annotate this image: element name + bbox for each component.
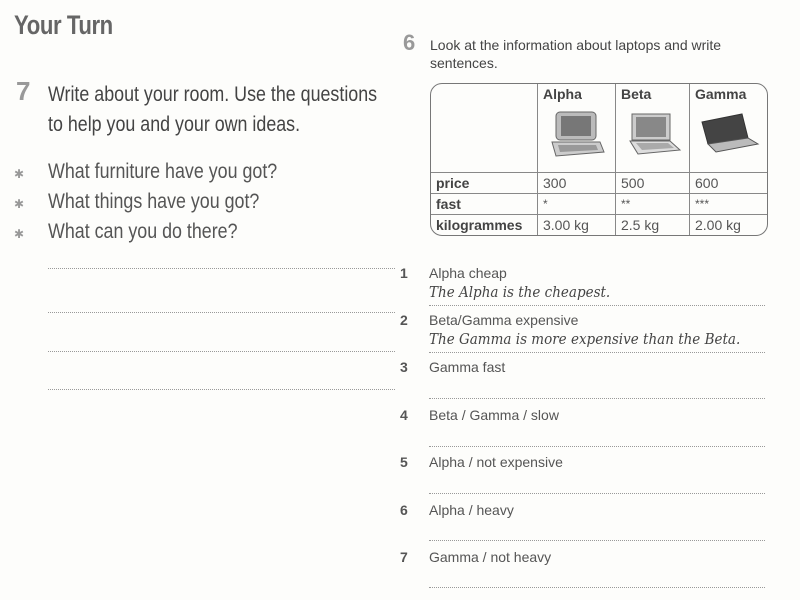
writing-line[interactable] bbox=[48, 389, 395, 390]
exercise-6-instruction: Look at the information about laptops and write sentences. bbox=[430, 37, 722, 71]
writing-line[interactable] bbox=[48, 312, 395, 313]
answer-line[interactable] bbox=[429, 352, 765, 353]
item-answer: The Gamma is more expensive than the Beta. bbox=[429, 330, 741, 348]
table-row-price bbox=[431, 173, 767, 194]
question-2: What things have you got? bbox=[48, 190, 260, 213]
item-number: 6 bbox=[400, 502, 408, 518]
answer-line[interactable] bbox=[429, 493, 765, 494]
item-number: 7 bbox=[400, 549, 408, 565]
item-prompt: Beta/Gamma expensive bbox=[429, 312, 579, 328]
row-label: kilogrammes bbox=[431, 215, 538, 235]
bullet-icon: ✱ bbox=[14, 167, 25, 181]
table-cell: *** bbox=[690, 194, 767, 215]
table-cell: 3.00 kg bbox=[538, 215, 616, 235]
writing-line[interactable] bbox=[48, 268, 395, 269]
table-row-kilogrammes bbox=[431, 215, 767, 235]
item-prompt: Gamma / not heavy bbox=[429, 549, 552, 565]
laptop-table bbox=[430, 83, 768, 236]
table-cell: 600 bbox=[690, 173, 767, 194]
answer-line[interactable] bbox=[429, 305, 765, 306]
row-label: fast bbox=[431, 194, 538, 215]
exercise-7-number: 7 bbox=[16, 76, 31, 106]
answer-line[interactable] bbox=[429, 540, 765, 541]
exercise-7-instruction: Write about your room. Use the questions to help you and your own ideas. bbox=[48, 83, 378, 136]
answer-line[interactable] bbox=[429, 446, 765, 447]
column-header-alpha bbox=[538, 84, 616, 173]
item-prompt: Gamma fast bbox=[429, 359, 506, 375]
row-label: price bbox=[431, 173, 538, 194]
item-number: 1 bbox=[400, 265, 408, 281]
item-number: 2 bbox=[400, 312, 408, 328]
question-1: What furniture have you got? bbox=[48, 160, 278, 183]
section-title: Your Turn bbox=[14, 10, 113, 40]
column-label: Gamma bbox=[695, 86, 747, 102]
table-cell: 2.5 kg bbox=[616, 215, 690, 235]
table-cell: 300 bbox=[538, 173, 616, 194]
column-header-beta bbox=[616, 84, 690, 173]
empty-header-cell bbox=[431, 84, 538, 173]
bullet-icon: ✱ bbox=[14, 227, 25, 241]
item-number: 3 bbox=[400, 359, 408, 375]
laptop-beta-image bbox=[624, 108, 682, 160]
item-prompt: Beta / Gamma / slow bbox=[429, 407, 559, 423]
item-prompt: Alpha / heavy bbox=[429, 502, 514, 518]
bullet-icon: ✱ bbox=[14, 197, 25, 211]
table-cell: 2.00 kg bbox=[695, 217, 741, 233]
laptop-alpha-image bbox=[548, 108, 606, 160]
writing-line[interactable] bbox=[48, 351, 395, 352]
column-label: Beta bbox=[621, 86, 652, 102]
table-row-fast bbox=[431, 194, 767, 215]
item-number: 5 bbox=[400, 454, 408, 470]
laptop-gamma-image bbox=[698, 108, 760, 160]
column-label: Alpha bbox=[543, 86, 582, 102]
exercise-6-number: 6 bbox=[403, 30, 416, 55]
answer-line[interactable] bbox=[429, 398, 765, 399]
answer-line[interactable] bbox=[429, 587, 765, 588]
column-header-gamma bbox=[690, 84, 767, 173]
table-cell: 500 bbox=[616, 173, 690, 194]
table-cell: ** bbox=[616, 194, 690, 215]
item-number: 4 bbox=[400, 407, 408, 423]
table-cell: * bbox=[538, 194, 616, 215]
item-answer: The Alpha is the cheapest. bbox=[429, 283, 611, 301]
question-3: What can you do there? bbox=[48, 220, 238, 243]
item-prompt: Alpha / not expensive bbox=[429, 454, 563, 470]
item-prompt: Alpha cheap bbox=[429, 265, 507, 281]
